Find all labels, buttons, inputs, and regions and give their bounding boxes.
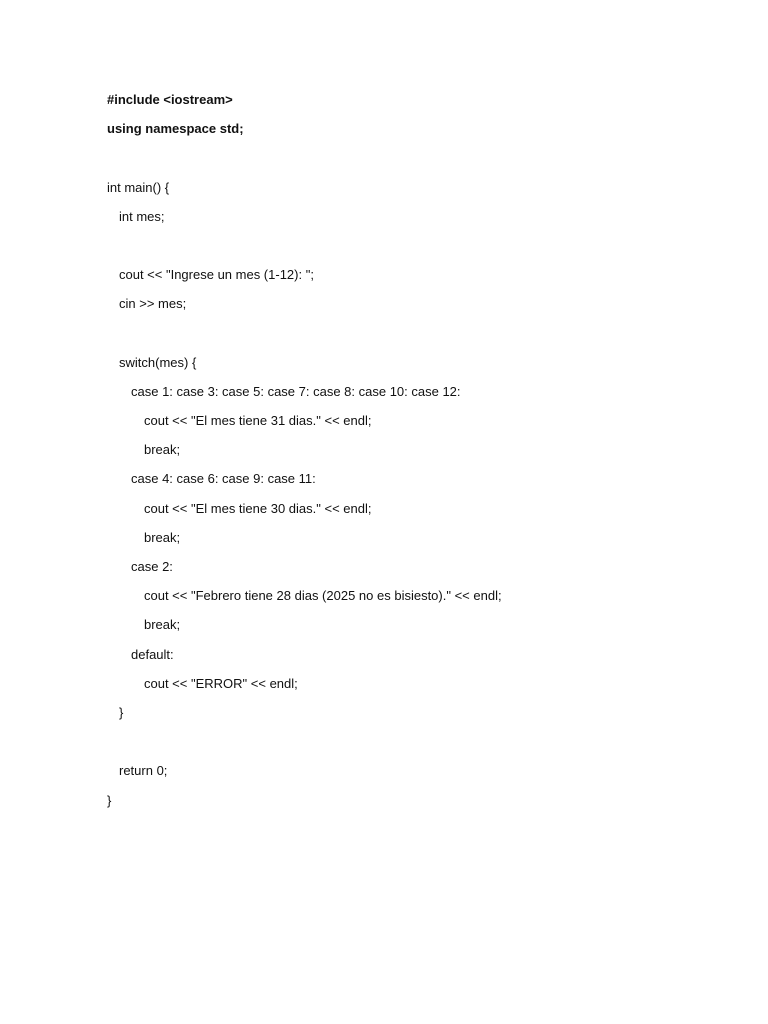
output-february: cout << "Febrero tiene 28 dias (2025 no es bisiesto)." << endl; <box>144 588 502 604</box>
case-31-days-labels: case 1: case 3: case 5: case 7: case 8: case 10: case 12: <box>131 383 461 399</box>
break-statement: break; <box>144 529 181 545</box>
blank-line <box>107 324 502 353</box>
case-30-days-labels: case 4: case 6: case 9: case 11: <box>131 471 316 487</box>
main-closing-brace: } <box>107 792 112 808</box>
variable-declaration: int mes; <box>119 208 165 224</box>
prompt-output-line: cout << "Ingrese un mes (1-12): "; <box>119 267 314 283</box>
break-statement: break; <box>144 442 181 458</box>
switch-header: switch(mes) { <box>119 354 197 370</box>
using-namespace-line: using namespace std; <box>107 121 244 137</box>
output-31-days: cout << "El mes tiene 31 dias." << endl; <box>144 413 372 429</box>
include-directive: #include <iostream> <box>107 92 233 107</box>
blank-line <box>107 732 502 761</box>
output-30-days: cout << "El mes tiene 30 dias." << endl; <box>144 500 372 516</box>
break-statement: break; <box>144 617 181 633</box>
blank-line <box>107 148 502 177</box>
return-statement: return 0; <box>119 763 168 779</box>
case-february-label: case 2: <box>131 559 173 574</box>
blank-line <box>107 236 502 265</box>
main-function-header: int main() { <box>107 179 170 195</box>
default-label: default: <box>131 646 174 662</box>
output-error: cout << "ERROR" << endl; <box>144 675 298 691</box>
code-listing <box>107 90 502 820</box>
switch-closing-brace: } <box>119 704 124 720</box>
input-line: cin >> mes; <box>119 296 187 312</box>
